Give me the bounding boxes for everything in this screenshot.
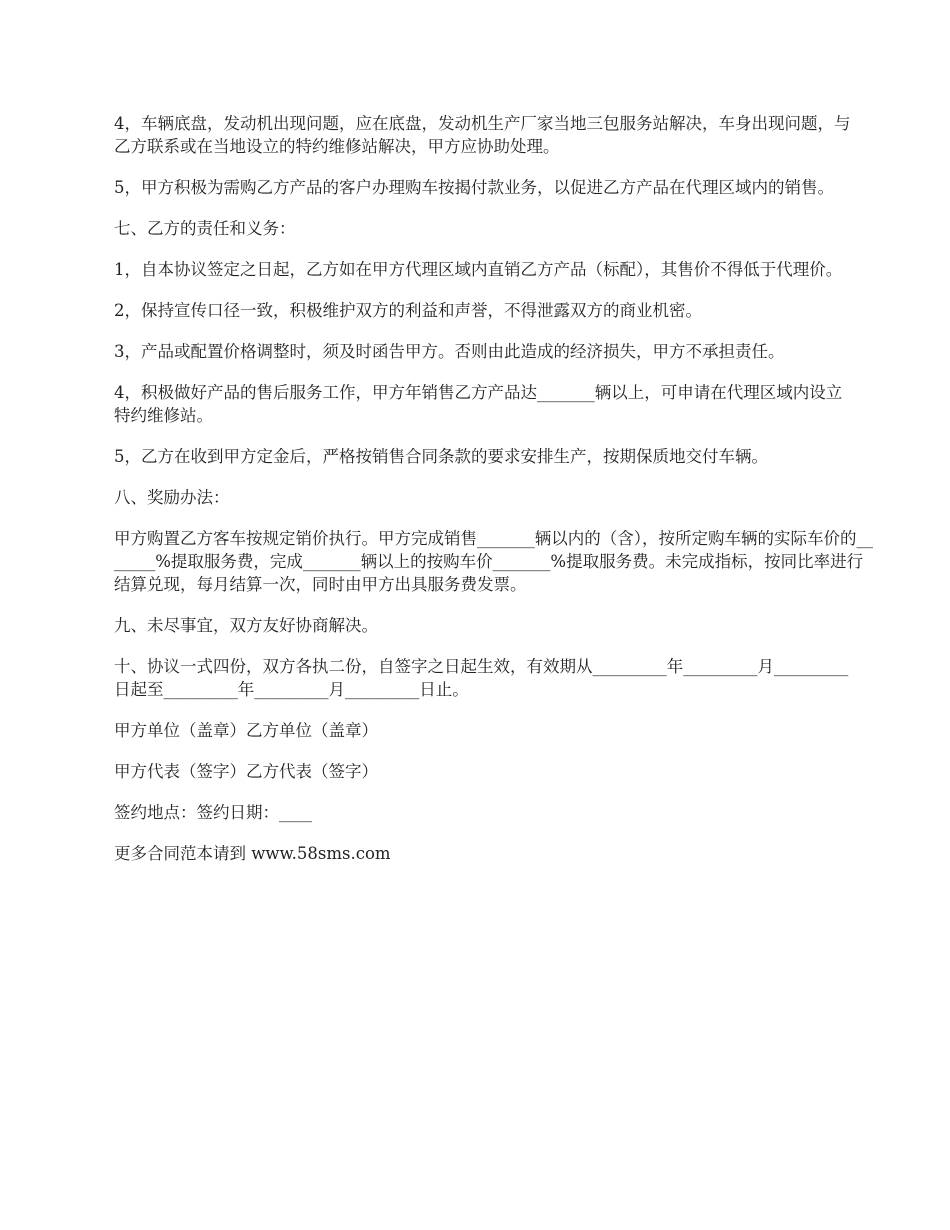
clause-3-price-adjustment: 3，产品或配置价格调整时，须及时函告甲方。否则由此造成的经济损失，甲方不承担责任。 [114,342,785,361]
clause-4-chassis-repair: 4，车辆底盘，发动机出现问题，应在底盘，发动机生产厂家当地三包服务站解决，车身出现问题，与乙方联系或在当地设立的特约维修站解决，甲方应协助处理。 [114,114,851,156]
clause-2-confidentiality: 2，保持宣传口径一致，积极维护双方的利益和声誉，不得泄露双方的商业机密。 [114,301,702,320]
clause-1-direct-sales: 1，自本协议签定之日起，乙方如在甲方代理区域内直销乙方产品（标配），其售价不得低于代理价。 [114,260,843,279]
clause-5-production: 5，乙方在收到甲方定金后，严格按销售合同条款的要求安排生产，按期保质地交付车辆。 [114,447,768,466]
section-10-validity: 十、协议一式四份，双方各执二份，自签字之日起生效，有效期从_________年_________月_________日起至_________年_________月_________日止。 [114,657,849,699]
clause-5-mortgage-service: 5，甲方积极为需购乙方产品的客户办理购车按揭付款业务，以促进乙方产品在代理区域内的销售。 [114,178,834,197]
signature-representatives: 甲方代表（签字）乙方代表（签字） [114,762,378,781]
section-8-heading: 八、奖励办法： [114,488,230,507]
signing-place-date: 签约地点：签约日期：____ [114,803,312,822]
document-body [114,112,873,883]
clause-4-after-sales: 4，积极做好产品的售后服务工作，甲方年销售乙方产品达_______辆以上，可申请在代理区域内设立特约维修站。 [114,383,843,425]
section-9-misc: 九、未尽事宜，双方友好协商解决。 [114,616,378,635]
signature-units: 甲方单位（盖章）乙方单位（盖章） [114,721,378,740]
section-7-heading: 七、乙方的责任和义务： [114,219,296,238]
more-templates-link: 更多合同范本请到 www.58sms.com [114,844,391,863]
reward-terms: 甲方购置乙方客车按规定销价执行。甲方完成销售_______辆以内的（含），按所定购车辆的实际车价的_______%提取服务费，完成_______辆以上的按购车价_______%提取服务费。未完成指标，按同比率进行结算兑现，每月结算一次，同时由甲方出具服务费发票。 [114,529,873,594]
